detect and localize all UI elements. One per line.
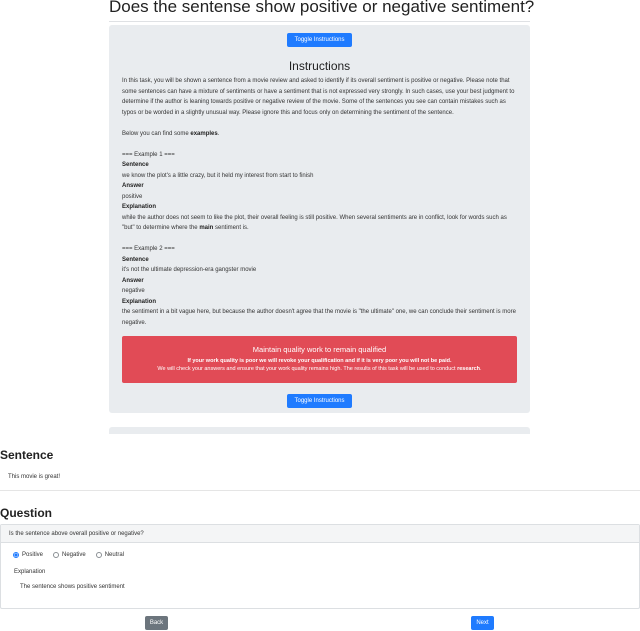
example-1-explanation-label: Explanation [122, 204, 157, 210]
option-neutral-label: Neutral [104, 552, 125, 558]
example-2-header: === Example 2 === [122, 246, 175, 252]
example-1-answer: positive [122, 193, 143, 200]
next-button[interactable]: Next [471, 616, 494, 630]
title-divider [109, 21, 530, 22]
question-text: Is the sentence above overall positive or negative? [1, 525, 639, 543]
sentence-text: This movie is great! [8, 474, 61, 480]
explanation-field[interactable]: The sentence shows positive sentiment [20, 584, 125, 590]
toggle-instructions-button[interactable]: Toggle Instructions [287, 33, 352, 47]
option-negative-label: Negative [62, 552, 86, 558]
sentiment-radio-group [13, 552, 124, 558]
question-card [0, 524, 640, 609]
toggle-instructions-bottom-button[interactable]: Toggle Instructions [287, 394, 352, 408]
instructions-intro: In this task, you will be shown a sentence from a movie review and asked to identify if its overall sentiment is positive or negative. Please note that some sentences can have a mixture of sentiments or have a sentiment that is not expressed very strongly. In such cases, use your best judgment to determine if the author is leaning towards positive or negative review of the movie. Some of the sentences you see can contain mistakes such as typos or be worded in a slightly unusual way. Please ignore this and focus only on determining the sentiment of the sentence. [122, 78, 515, 116]
example-1-sentence-label: Sentence [122, 162, 149, 168]
radio-positive[interactable] [13, 552, 19, 558]
instructions-body [122, 76, 520, 328]
alert-warning-text: If your work quality is poor we will revoke your qualification and if it is very poor you will not be paid. [187, 358, 452, 364]
example-2-sentence: it's not the ultimate depression-era gangster movie [122, 267, 257, 273]
option-positive[interactable] [13, 552, 43, 558]
example-2-explanation-label: Explanation [122, 298, 157, 305]
sentence-heading: Sentence [0, 448, 54, 462]
page-title: Does the sentense show positive or negative sentiment? [109, 0, 535, 16]
examples-intro: Below you can find some examples. [122, 130, 220, 137]
example-1-answer-label: Answer [122, 183, 144, 189]
panel-strip [109, 427, 530, 434]
example-2-sentence-label: Sentence [122, 256, 149, 263]
example-1-explanation: while the author does not seem to like the plot, their overall feeling is still positive. When several sentiments are in conflict, look for words such as "but" to determine where the main sentiment is. [122, 214, 507, 231]
example-2-answer: negative [122, 288, 145, 294]
back-button[interactable]: Back [145, 616, 168, 630]
example-2-explanation: the sentiment in a bit vague here, but because the author doesn't agree that the movie is "the ultimate" one, we can conclude their sentiment is more negative. [122, 309, 516, 326]
option-negative[interactable] [53, 552, 86, 558]
instructions-heading: Instructions [288, 59, 351, 73]
sentence-divider [0, 490, 640, 491]
alert-title: Maintain quality work to remain qualified [252, 345, 387, 354]
option-positive-label: Positive [22, 552, 44, 558]
radio-negative[interactable] [53, 552, 59, 558]
radio-neutral[interactable] [96, 552, 102, 558]
example-1-header: === Example 1 === [122, 151, 175, 158]
alert-info-text: We will check your answers and ensure that your work quality remains high. The results of this task will be used to conduct research. [157, 366, 482, 372]
example-1-sentence: we know the plot's a little crazy, but it held my interest from start to finish [122, 172, 314, 179]
explanation-label: Explanation [14, 569, 46, 575]
quality-alert [122, 336, 517, 383]
example-2-answer-label: Answer [122, 277, 144, 284]
option-neutral[interactable] [96, 552, 124, 558]
question-heading: Question [0, 506, 53, 520]
